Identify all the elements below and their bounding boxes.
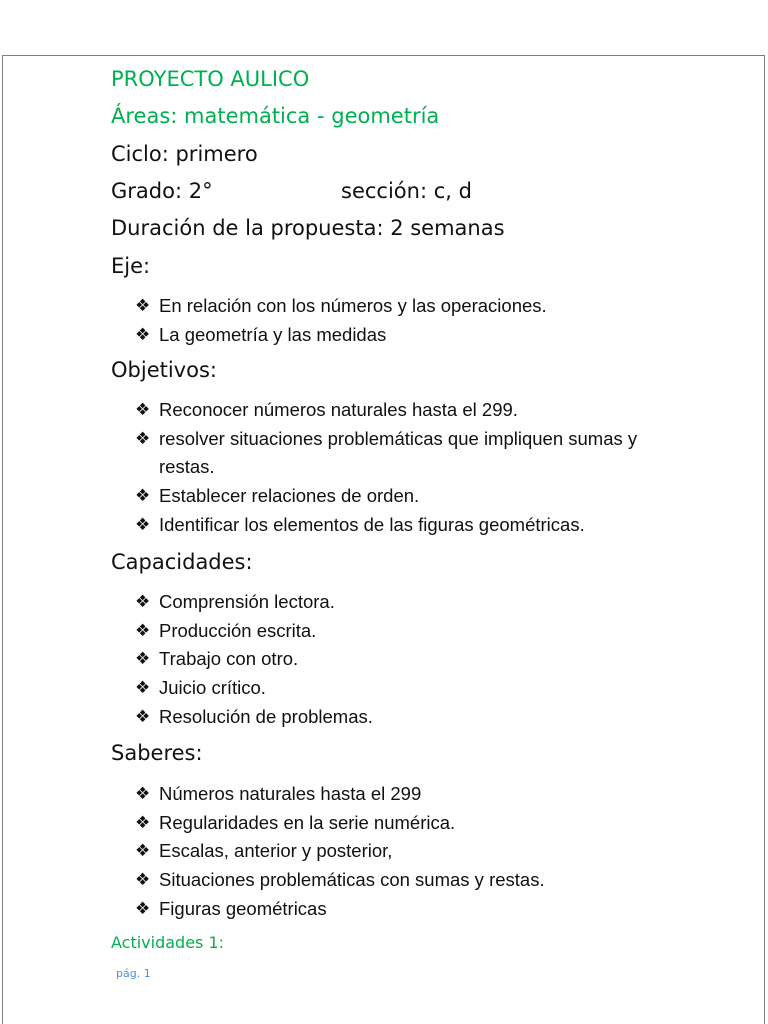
- list-item: ❖ resolver situaciones problemáticas que impliquen sumas y restas.: [135, 425, 651, 482]
- document-page: [2, 55, 765, 1024]
- list-item: ❖ Producción escrita.: [135, 617, 695, 646]
- diamond-bullet-icon: ❖: [135, 870, 151, 891]
- seccion-text: sección: c, d: [341, 179, 472, 203]
- diamond-bullet-icon: ❖: [135, 898, 151, 919]
- list-item: ❖ Números naturales hasta el 299: [135, 780, 695, 809]
- ciclo-line: Ciclo: primero: [111, 142, 258, 166]
- grado-row: [111, 179, 711, 203]
- list-item: ❖ La geometría y las medidas: [135, 321, 695, 350]
- list-item: ❖ Reconocer números naturales hasta el 299.: [135, 396, 695, 425]
- page-number: pág. 1: [116, 967, 151, 980]
- list-item: ❖ Identificar los elementos de las figuras geométricas.: [135, 511, 695, 540]
- diamond-bullet-icon: ❖: [135, 428, 151, 449]
- diamond-bullet-icon: ❖: [135, 324, 151, 345]
- actividades-heading: Actividades 1:: [111, 933, 225, 952]
- objetivos-list: [135, 396, 695, 540]
- diamond-bullet-icon: ❖: [135, 706, 151, 727]
- diamond-bullet-icon: ❖: [135, 486, 151, 507]
- diamond-bullet-icon: ❖: [135, 620, 151, 641]
- diamond-bullet-icon: ❖: [135, 296, 151, 316]
- list-item: ❖ Trabajo con otro.: [135, 645, 695, 674]
- project-title: PROYECTO AULICO: [111, 67, 310, 91]
- list-item: ❖ Establecer relaciones de orden.: [135, 482, 695, 511]
- duracion-line: Duración de la propuesta: 2 semanas: [111, 216, 505, 240]
- list-item: ❖ Figuras geométricas: [135, 895, 695, 924]
- diamond-bullet-icon: ❖: [135, 514, 151, 535]
- list-item: ❖ Situaciones problemáticas con sumas y restas.: [135, 866, 695, 895]
- grado-text: Grado: 2°: [111, 179, 213, 203]
- capacidades-heading: Capacidades:: [111, 550, 253, 574]
- eje-heading: Eje:: [111, 254, 151, 278]
- diamond-bullet-icon: ❖: [135, 841, 151, 862]
- eje-list: [135, 292, 695, 349]
- list-item: ❖ Escalas, anterior y posterior,: [135, 837, 695, 866]
- saberes-list: [135, 780, 695, 924]
- diamond-bullet-icon: ❖: [135, 592, 151, 612]
- diamond-bullet-icon: ❖: [135, 400, 151, 420]
- diamond-bullet-icon: ❖: [135, 812, 151, 833]
- list-item: ❖ Comprensión lectora.: [135, 588, 695, 617]
- list-item: ❖ En relación con los números y las operaciones.: [135, 292, 695, 321]
- list-item: ❖ Juicio crítico.: [135, 674, 695, 703]
- diamond-bullet-icon: ❖: [135, 678, 151, 699]
- areas-line: Áreas: matemática - geometría: [111, 104, 440, 128]
- capacidades-list: [135, 588, 695, 732]
- diamond-bullet-icon: ❖: [135, 784, 151, 804]
- saberes-heading: Saberes:: [111, 741, 203, 765]
- objetivos-heading: Objetivos:: [111, 358, 217, 382]
- diamond-bullet-icon: ❖: [135, 649, 151, 670]
- list-item: ❖ Resolución de problemas.: [135, 703, 695, 732]
- list-item: ❖ Regularidades en la serie numérica.: [135, 809, 695, 838]
